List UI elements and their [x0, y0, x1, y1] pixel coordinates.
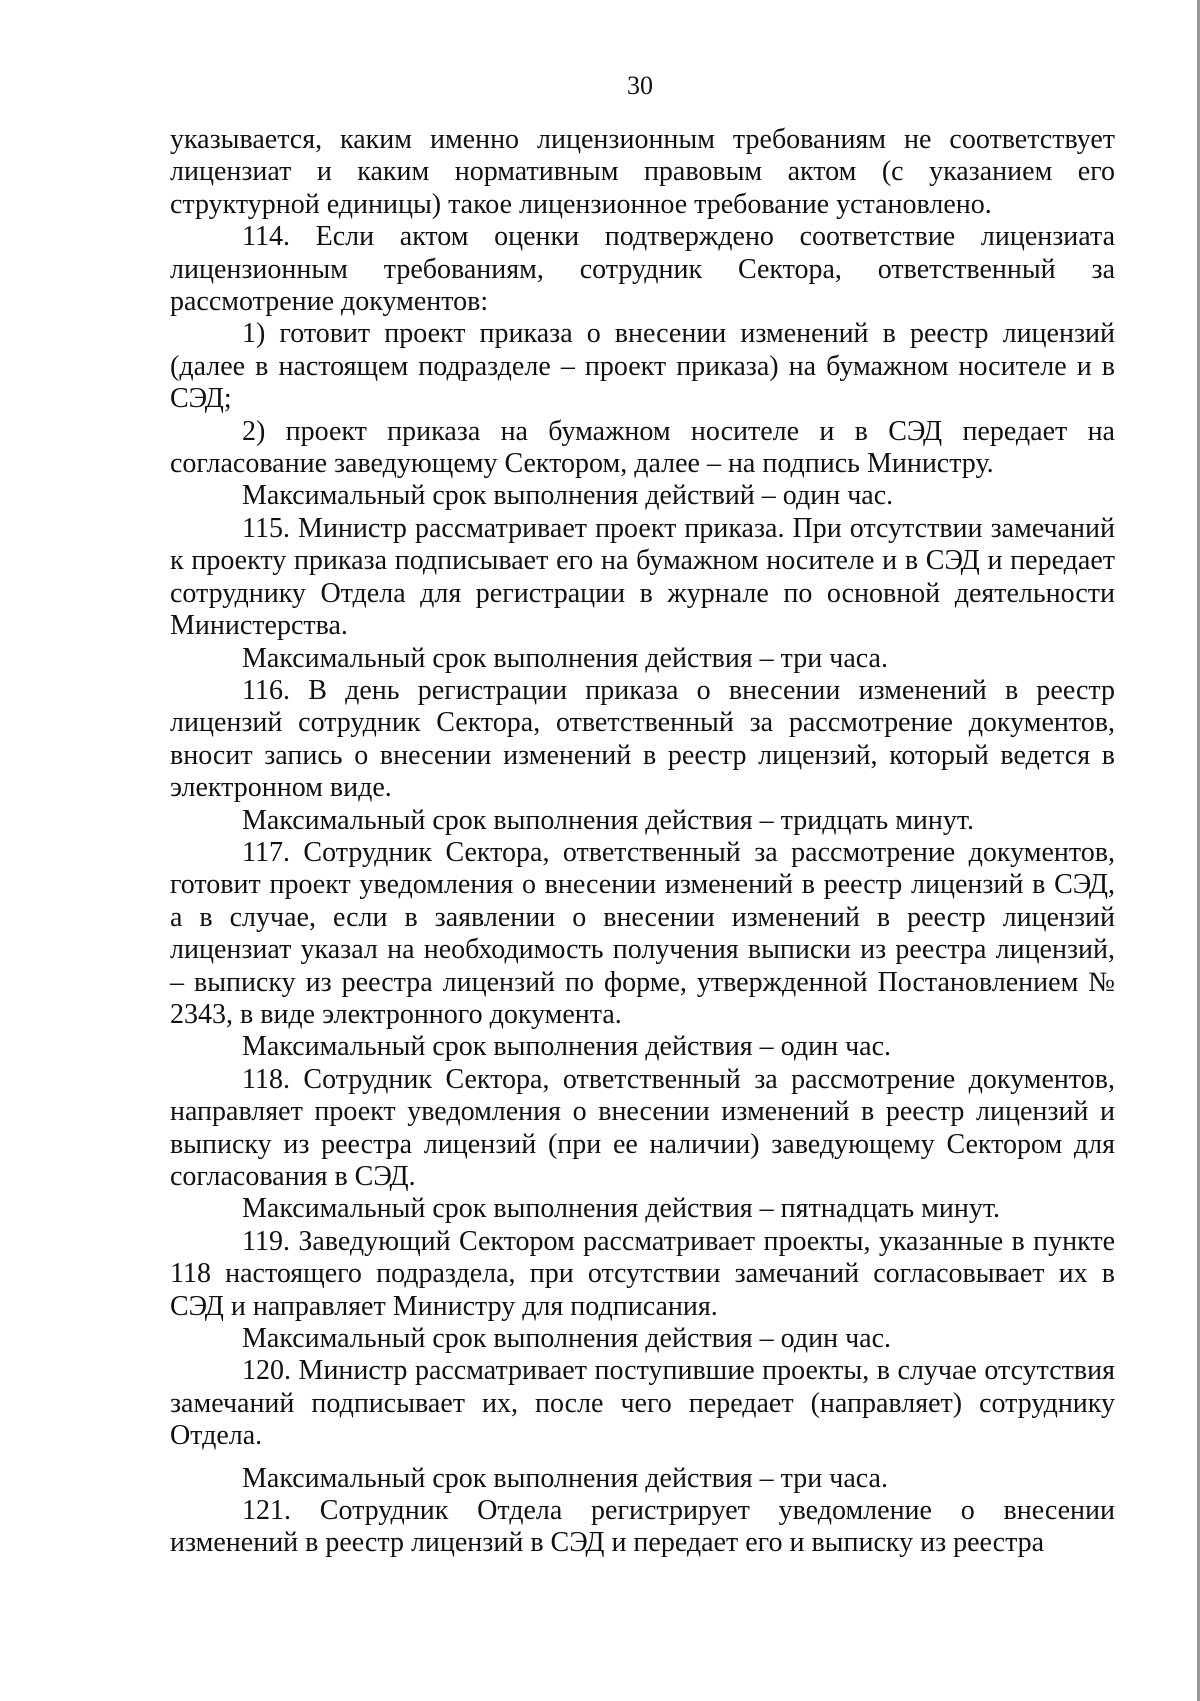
- deadline-note: Максимальный срок выполнения действия – пятнадцать минут.: [242, 1193, 1000, 1225]
- page-number: 30: [627, 71, 653, 100]
- document-body: [170, 124, 1115, 1560]
- paragraph-118: 118. Сотрудник Сектора, ответственный за рассмотрение документов, направляет проект уведомления о внесении изменений в реестр лицензий и выписку из реестра лицензий (при ее наличии) заведующему Сектором для согласования в СЭД.: [170, 1063, 1115, 1192]
- paragraph-115: 115. Министр рассматривает проект приказа. При отсутствии замечаний к проекту приказа подписывает его на бумажном носителе и в СЭД и передает сотруднику Отдела для регистрации в журнале по основной деятельности Министерства.: [170, 512, 1115, 642]
- list-item-1: 1) готовит проект приказа о внесении изменений в реестр лицензий (далее в настоящем подразделе – проект приказа) на бумажном носителе и в СЭД;: [170, 318, 1115, 415]
- paragraph-120: 120. Министр рассматривает поступившие проекты, в случае отсутствия замечаний подписывает их, после чего передает (направляет) сотруднику Отдела.: [170, 1355, 1115, 1452]
- deadline-note: Максимальный срок выполнения действия – один час.: [242, 1031, 892, 1063]
- paragraph-gap: [170, 1453, 1115, 1463]
- paragraph: указывается, каким именно лицензионным требованиям не соответствует лицензиат и каким нормативным правовым актом (с указанием его структурной единицы) такое лицензионное требование установлено.: [170, 124, 1115, 220]
- deadline-note: Максимальный срок выполнения действий – один час.: [242, 480, 894, 512]
- paragraph-117: 117. Сотрудник Сектора, ответственный за рассмотрение документов, готовит проект уведомления о внесении изменений в реестр лицензий в СЭД, а в случае, если в заявлении о внесении изменений в реестр лицензий лицензиат указал на необходимость получения выписки из реестра лицензий, – выписку из реестра лицензий по форме, утвержденной Постановлением № 2343, в виде электронного документа.: [170, 836, 1115, 1030]
- deadline-note: Максимальный срок выполнения действия – тридцать минут.: [242, 804, 975, 836]
- deadline-note: Максимальный срок выполнения действия – один час.: [242, 1323, 892, 1355]
- deadline-note: Максимальный срок выполнения действия – три часа.: [242, 1462, 888, 1494]
- deadline-note: Максимальный срок выполнения действия – три часа.: [242, 642, 888, 674]
- paragraph-114: 114. Если актом оценки подтверждено соответствие лицензиата лицензионным требованиям, сотрудник Сектора, ответственный за рассмотрение документов:: [170, 221, 1115, 318]
- paragraph-121: 121. Сотрудник Отдела регистрирует уведомление о внесении изменений в реестр лицензий в СЭД и передает его и выписку из реестра: [170, 1495, 1115, 1559]
- list-item-2: 2) проект приказа на бумажном носителе и в СЭД передает на согласование заведующему Сектором, далее – на подпись Министру.: [170, 415, 1115, 480]
- paragraph-119: 119. Заведующий Сектором рассматривает проекты, указанные в пункте 118 настоящего подраздела, при отсутствии замечаний согласовывает их в СЭД и направляет Министру для подписания.: [170, 1225, 1115, 1322]
- paragraph-116: 116. В день регистрации приказа о внесении изменений в реестр лицензий сотрудник Сектора, ответственный за рассмотрение документов, вносит запись о внесении изменений в реестр лицензий, который ведется в электронном виде.: [170, 674, 1115, 804]
